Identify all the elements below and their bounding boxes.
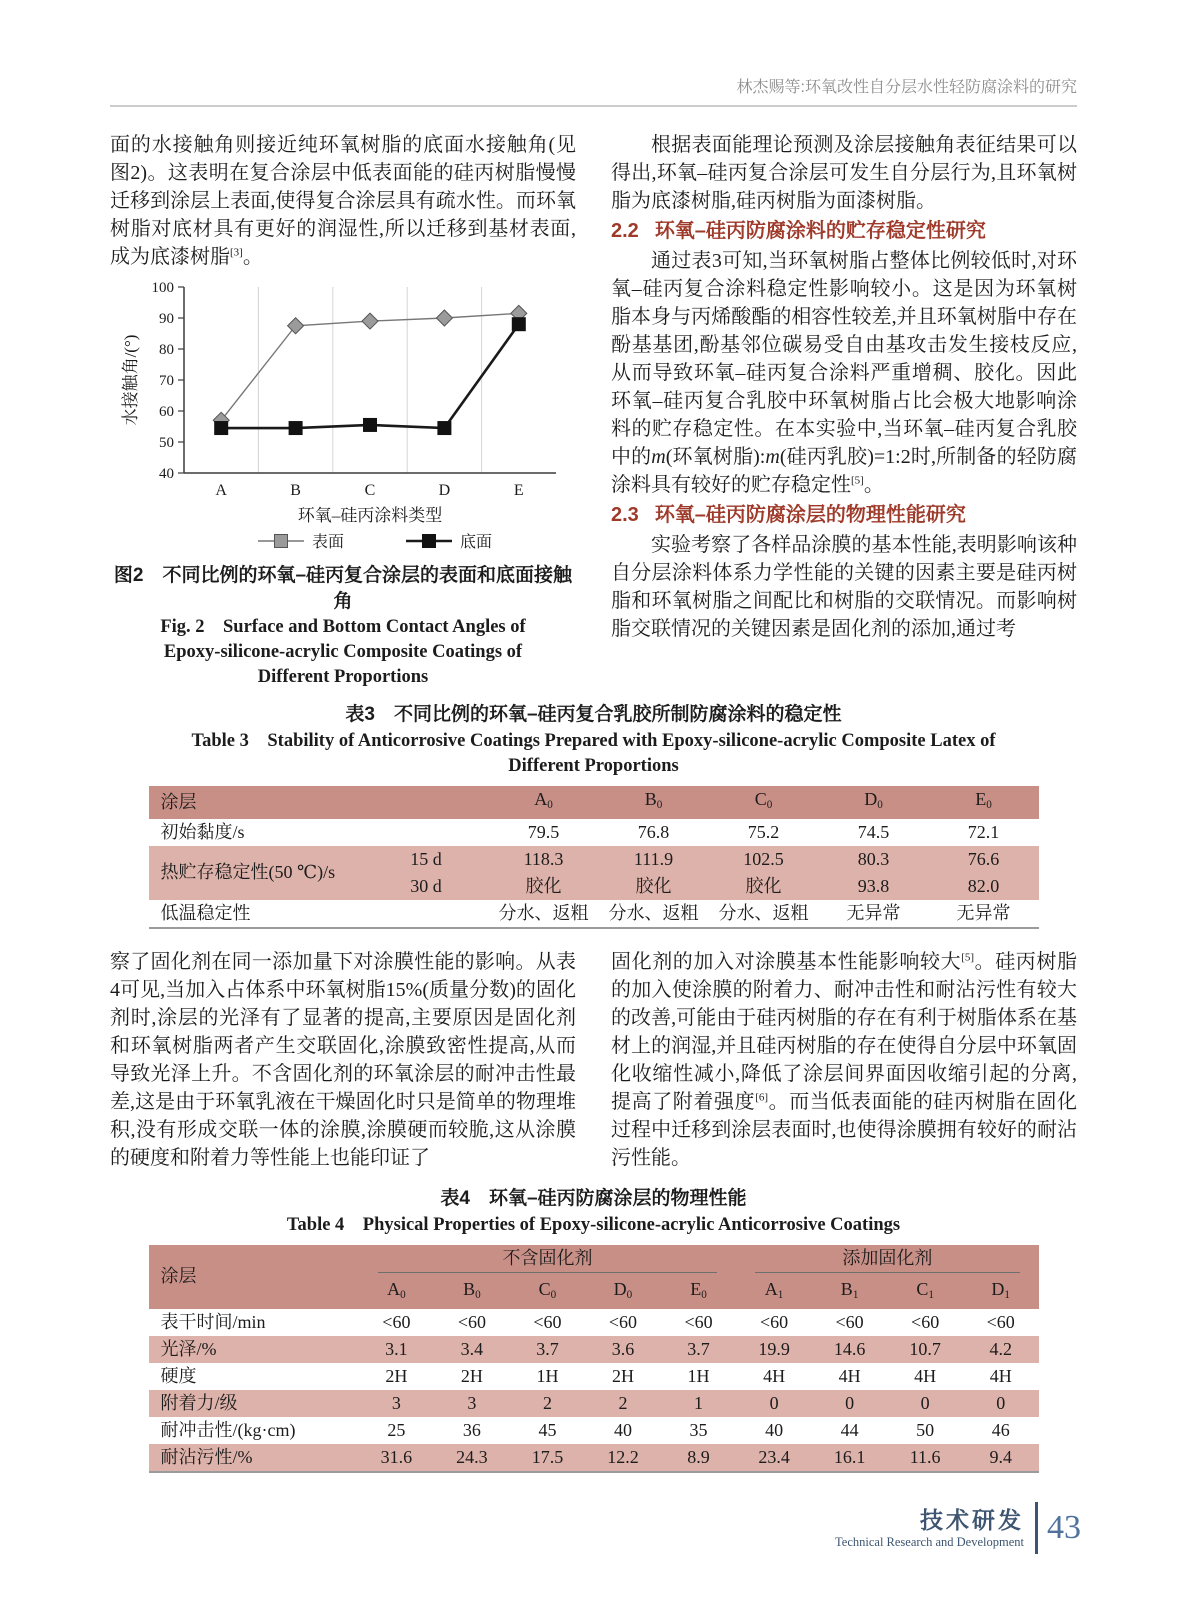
series-diamond xyxy=(213,305,527,428)
cell: <60 xyxy=(684,1311,713,1332)
cell: 3.6 xyxy=(585,1336,661,1363)
cell: 1 xyxy=(661,1390,737,1417)
table4-row xyxy=(149,1363,1039,1390)
cell: 2H xyxy=(460,1365,483,1386)
footer-section-zh: 技术研发 xyxy=(920,1506,1024,1533)
cell: 50 xyxy=(916,1419,935,1440)
section-title: 环氧–硅丙防腐涂层的物理性能研究 xyxy=(654,504,966,526)
y-tick-labels xyxy=(152,280,185,482)
column-header: $A_1$ xyxy=(736,1276,812,1309)
cell: 25 xyxy=(387,1419,406,1440)
y-axis-title xyxy=(121,335,140,426)
cell: 14.6 xyxy=(812,1336,888,1363)
cell: 4H xyxy=(763,1365,786,1386)
group-header-label: 不含固化剂 xyxy=(378,1248,718,1273)
section-heading-2-2 xyxy=(611,217,1077,245)
cell: <60 xyxy=(911,1311,940,1332)
cell: 31.6 xyxy=(359,1444,435,1472)
cell: 16.1 xyxy=(812,1444,888,1472)
cell: 102.5 xyxy=(709,846,819,873)
cell: <60 xyxy=(533,1311,562,1332)
right-column-2 xyxy=(611,948,1077,1172)
cell: 36 xyxy=(462,1419,481,1440)
cell: 40 xyxy=(613,1419,632,1440)
footer-section-name xyxy=(835,1507,1024,1550)
figure-caption-en xyxy=(110,615,576,690)
table3-row xyxy=(149,900,1039,928)
row-label: 附着力/级 xyxy=(149,1390,359,1417)
svg-text:底面: 底面 xyxy=(460,534,493,551)
corner-label: 涂层 xyxy=(149,786,489,819)
svg-text:C: C xyxy=(364,482,376,499)
right-column xyxy=(611,131,1077,690)
section-heading-2-3 xyxy=(611,501,1077,529)
cell: 4.2 xyxy=(963,1336,1039,1363)
corner-label: 涂层 xyxy=(149,1245,359,1309)
cell: 3 xyxy=(434,1390,510,1417)
group-header xyxy=(359,1245,737,1276)
column-header: $E_0$ xyxy=(929,786,1039,819)
table3-title-zh: 表3 不同比例的环氧–硅丙复合乳胶所制防腐涂料的稳定性 xyxy=(345,704,842,725)
cell: 80.3 xyxy=(819,846,929,873)
cell: <60 xyxy=(986,1311,1015,1332)
cell: <60 xyxy=(835,1311,864,1332)
row-sublabel: 30 d xyxy=(364,873,489,900)
cell: 2H xyxy=(385,1365,408,1386)
svg-text:D: D xyxy=(438,482,451,499)
table4-row xyxy=(149,1390,1039,1417)
running-head: 林杰赐等:环氧改性自分层水性轻防腐涂料的研究 xyxy=(736,79,1077,96)
table4-block xyxy=(110,1186,1077,1473)
cell: <60 xyxy=(608,1311,638,1332)
column-header: $A_0$ xyxy=(359,1276,435,1309)
column-header: $E_0$ xyxy=(661,1276,737,1309)
column-header: $B_1$ xyxy=(812,1276,888,1309)
table3-row xyxy=(149,819,1039,846)
cell: 2H xyxy=(611,1365,634,1386)
cell: 1H xyxy=(536,1365,559,1386)
table4-row xyxy=(149,1417,1039,1444)
group-header xyxy=(736,1245,1038,1276)
cell: 0 xyxy=(963,1390,1039,1417)
section-number: 2.3 xyxy=(611,504,639,526)
row-label: 耐沾污性/% xyxy=(149,1444,359,1472)
column-header: $C_0$ xyxy=(510,1276,586,1309)
paragraph: 根据表面能理论预测及涂层接触角表征结果可以得出,环氧–硅丙复合涂层可发生自分层行为,且环氧树脂为底漆树脂,硅丙树脂为面漆树脂。 xyxy=(611,134,1077,212)
svg-text:A: A xyxy=(215,482,227,499)
left-column xyxy=(110,131,576,690)
page-number: 43 xyxy=(1047,1509,1081,1546)
cell: 8.9 xyxy=(661,1444,737,1472)
cell: 40 xyxy=(765,1419,784,1440)
cell: 10.7 xyxy=(887,1336,963,1363)
cell: 79.5 xyxy=(527,821,560,842)
cell: 19.9 xyxy=(736,1336,812,1363)
row-label: 硬度 xyxy=(160,1365,197,1386)
table3 xyxy=(149,786,1039,929)
table3-header-row xyxy=(149,786,1039,819)
cell: 76.6 xyxy=(929,846,1039,873)
row-label: 光泽/% xyxy=(149,1336,359,1363)
cell: 2 xyxy=(585,1390,661,1417)
section-title: 环氧–硅丙防腐涂料的贮存稳定性研究 xyxy=(654,220,986,242)
footer-divider xyxy=(1035,1502,1038,1554)
cell: 11.6 xyxy=(887,1444,963,1472)
figure-2 xyxy=(110,277,576,690)
svg-text:环氧–硅丙涂料类型: 环氧–硅丙涂料类型 xyxy=(297,506,443,525)
cell: 无异常 xyxy=(956,902,1011,923)
table3-row xyxy=(149,846,1039,873)
cell: 1H xyxy=(687,1365,710,1386)
cell: 胶化 xyxy=(489,873,599,900)
cell: 74.5 xyxy=(857,821,890,842)
column-header: $C_0$ xyxy=(709,786,819,819)
column-header: $C_1$ xyxy=(887,1276,963,1309)
chart-root xyxy=(121,280,556,551)
cell: 76.8 xyxy=(637,821,670,842)
row-label: 低温稳定性 xyxy=(160,902,251,923)
cell: 4H xyxy=(838,1365,861,1386)
table4-group-header-row xyxy=(149,1245,1039,1276)
column-header: $D_0$ xyxy=(819,786,929,819)
cell: 93.8 xyxy=(819,873,929,900)
cell: 82.0 xyxy=(929,873,1039,900)
column-header: $D_1$ xyxy=(963,1276,1039,1309)
svg-text:60: 60 xyxy=(159,404,174,420)
paragraph: 实验考察了各样品涂膜的基本性能,表明影响该种自分层涂料体系力学性能的关键的因素主要是硅丙树脂和环氧树脂之间配比和树脂的交联情况。而影响树脂交联情况的关键因素是固化剂的添加,通过考 xyxy=(611,534,1077,640)
table4 xyxy=(149,1245,1039,1473)
svg-text:70: 70 xyxy=(159,373,174,389)
svg-text:水接触角/(°): 水接触角/(°) xyxy=(121,334,140,426)
cell: 4H xyxy=(914,1365,937,1386)
svg-text:90: 90 xyxy=(159,311,174,327)
cell: <60 xyxy=(759,1311,789,1332)
left-column-2 xyxy=(110,948,576,1172)
cell: 4H xyxy=(989,1365,1012,1386)
figure-caption-en-line: Different Proportions xyxy=(257,667,429,687)
paragraph: 固化剂的加入对涂膜基本性能影响较大[5]。硅丙树脂的加入使涂膜的附着力、耐冲击性和耐沾污性有较大的改善,可能由于硅丙树脂的存在有利于树脂体系在基材上的润湿,并且硅丙树脂的存在使得自分层中环氧固化收缩性减小,降低了涂层间界面因收缩引起的分离,提高了附着强度[6]。而当低表面能的硅丙树脂在固化过程中迁移到涂层表面时,也使得涂膜拥有较好的耐沾污性能。 xyxy=(611,950,1078,1169)
figure-caption-zh: 图2 不同比例的环氧–硅丙复合涂层的表面和底面接触角 xyxy=(113,565,573,612)
cell: 3.4 xyxy=(434,1336,510,1363)
row-label: 热贮存稳定性(50 ℃)/s xyxy=(149,846,364,900)
column-header: $B_0$ xyxy=(434,1276,510,1309)
figure-caption-en-line: Fig. 2 Surface and Bottom Contact Angles of xyxy=(160,617,526,637)
page-footer xyxy=(835,1502,1081,1554)
cell: 44 xyxy=(840,1419,859,1440)
cell: 12.2 xyxy=(585,1444,661,1472)
cell: <60 xyxy=(457,1311,486,1332)
cell: 23.4 xyxy=(736,1444,812,1472)
cell: 0 xyxy=(887,1390,963,1417)
cell: 分水、返粗 xyxy=(608,902,699,923)
column-header: $A_0$ xyxy=(489,786,599,819)
cell: 3.7 xyxy=(510,1336,586,1363)
x-tick-labels xyxy=(215,482,523,499)
footer-section-en: Technical Research and Development xyxy=(835,1534,1024,1549)
svg-text:表面: 表面 xyxy=(312,534,345,551)
svg-text:E: E xyxy=(513,482,524,499)
cell: 分水、返粗 xyxy=(498,902,589,923)
middle-columns xyxy=(110,948,1077,1172)
cell: 72.1 xyxy=(967,821,1000,842)
cell: 45 xyxy=(538,1419,557,1440)
cell: 胶化 xyxy=(709,873,819,900)
column-header: $B_0$ xyxy=(599,786,709,819)
paragraph: 通过表3可知,当环氧树脂占整体比例较低时,对环氧–硅丙复合涂料稳定性影响较小。这是因为环氧树脂本身与丙烯酸酯的相容性较差,并且环氧树脂中存在酚基基团,酚基邻位碳易受自由基攻击发生接枝反应,从而导致环氧–硅丙复合涂料严重增稠、胶化。因此环氧–硅丙复合乳胶中环氧树脂占比会极大地影响涂料的贮存稳定性。在本实验中,当环氧–硅丙复合乳胶中的m(环氧树脂):m(硅丙乳胶)=1:2时,所制备的轻防腐涂料具有较好的贮存稳定性[5]。 xyxy=(611,250,1077,496)
row-sublabel: 15 d xyxy=(364,846,489,873)
table4-title-en: Table 4 Physical Properties of Epoxy-silicone-acrylic Anticorrosive Coatings xyxy=(286,1214,901,1235)
svg-text:B: B xyxy=(290,482,301,499)
cell: 2 xyxy=(510,1390,586,1417)
svg-text:100: 100 xyxy=(151,280,174,296)
cell: 9.4 xyxy=(963,1444,1039,1472)
row-label: 表干时间/min xyxy=(160,1311,266,1332)
cell: 111.9 xyxy=(599,846,709,873)
svg-text:80: 80 xyxy=(159,342,174,358)
cell: 胶化 xyxy=(599,873,709,900)
cell: 3 xyxy=(359,1390,435,1417)
section-number: 2.2 xyxy=(611,220,639,242)
contact-angle-chart xyxy=(110,277,570,555)
row-label: 初始黏度/s xyxy=(160,821,245,842)
cell: 无异常 xyxy=(846,902,901,923)
table4-row xyxy=(149,1336,1039,1363)
cell: 75.2 xyxy=(747,821,780,842)
figure-caption-en-line: Epoxy-silicone-acrylic Composite Coatings of xyxy=(163,642,523,662)
paragraph: 察了固化剂在同一添加量下对涂膜性能的影响。从表4可见,当加入占体系中环氧树脂15%(质量分数)的固化剂时,涂层的光泽有了显著的提高,主要原因是固化剂和环氧树脂两者产生交联固化,涂膜致密性提高,从而导致光泽上升。不含固化剂的环氧涂层的耐冲击性最差,这是由于环氧乳液在干燥固化时只是简单的物理堆积,没有形成交联一体的涂膜,涂膜硬而较脆,这从涂膜的硬度和附着力等性能上也能印证了 xyxy=(110,950,576,1169)
table4-title-zh: 表4 环氧–硅丙防腐涂层的物理性能 xyxy=(440,1187,747,1209)
cell: 3.1 xyxy=(359,1336,435,1363)
cell: 118.3 xyxy=(489,846,599,873)
table4-row xyxy=(149,1444,1039,1472)
cell: 35 xyxy=(689,1419,708,1440)
svg-text:40: 40 xyxy=(159,466,174,482)
cell: 分水、返粗 xyxy=(718,902,809,923)
cell: 0 xyxy=(736,1390,812,1417)
row-label: 耐冲击性/(kg·cm) xyxy=(160,1419,296,1440)
svg-text:50: 50 xyxy=(159,435,174,451)
cell: 24.3 xyxy=(434,1444,510,1472)
table3-block xyxy=(110,702,1077,929)
paragraph: 面的水接触角则接近纯环氧树脂的底面水接触角(见图2)。这表明在复合涂层中低表面能的硅丙树脂慢慢迁移到涂层上表面,使得复合涂层具有疏水性。而环氧树脂对底材具有更好的润湿性,所以迁移到基材表面,成为底漆树脂[3]。 xyxy=(110,134,576,268)
cell: 3.7 xyxy=(661,1336,737,1363)
x-axis-title xyxy=(298,506,443,525)
table3-title-en: Table 3 Stability of Anticorrosive Coatings Prepared with Epoxy-silicone-acrylic Composite Latex of Different Proportions xyxy=(191,731,996,776)
group-header-label: 添加固化剂 xyxy=(755,1248,1019,1273)
top-columns xyxy=(110,131,1077,690)
cell: 17.5 xyxy=(510,1444,586,1472)
chart-legend xyxy=(258,532,492,551)
cell: 46 xyxy=(991,1419,1010,1440)
column-header: $D_0$ xyxy=(585,1276,661,1309)
cell: <60 xyxy=(382,1311,411,1332)
series-square xyxy=(215,318,526,435)
table4-row xyxy=(149,1309,1039,1336)
cell: 0 xyxy=(812,1390,888,1417)
header-rule xyxy=(110,105,1077,107)
